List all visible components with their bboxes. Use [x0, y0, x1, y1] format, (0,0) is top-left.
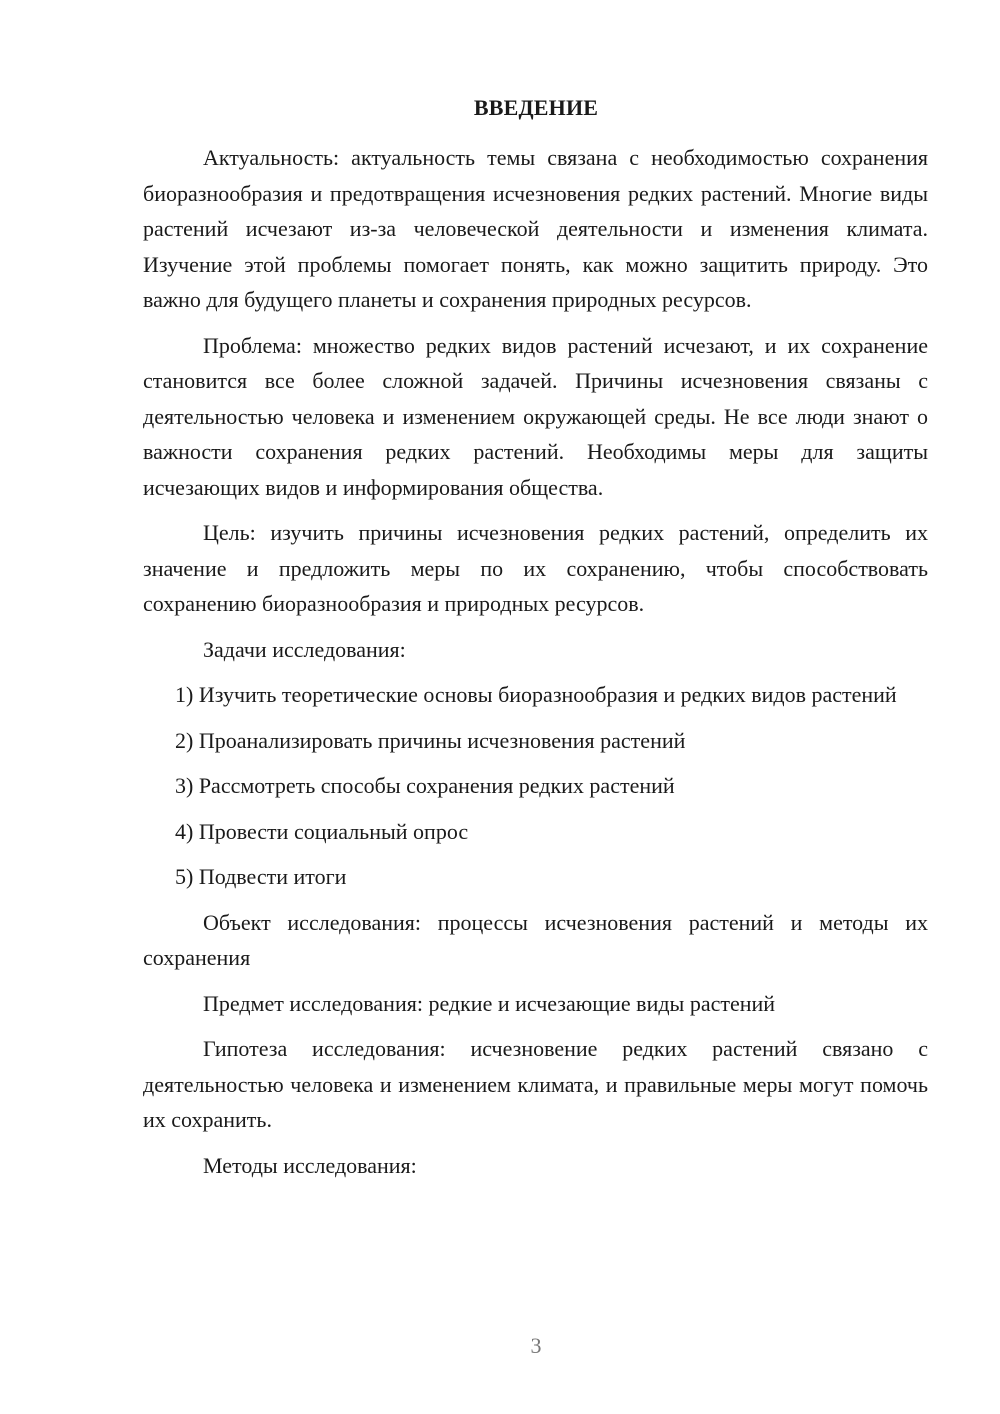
page-title: ВВЕДЕНИЕ	[473, 95, 599, 120]
page-number: 3	[530, 1333, 542, 1358]
task-item-1: 1) Изучить теоретические основы биоразнообразия и редких видов растений	[175, 682, 897, 707]
task-item-4: 4) Провести социальный опрос	[175, 818, 469, 844]
task-item-3: 3) Рассмотреть способы сохранения редких растений	[175, 773, 675, 798]
relevance-paragraph: Актуальность: актуальность темы связана с необходимостью сохранения биоразнообразия и предотвращения исчезновения редких растений. Многие виды растений исчезают из-за человеческой деятельности и изменения климата. Изучение этой проблемы помогает понять, как можно защитить природу. Это важно для будущего планеты и сохранения природных ресурсов.	[143, 145, 928, 312]
task-item-5: 5) Подвести итоги	[175, 864, 347, 889]
problem-paragraph: Проблема: множество редких видов растений исчезают, и их сохранение становится все более сложной задачей. Причины исчезновения связаны с деятельностью человека и изменением окружающей среды. Не все люди знают о важности сохранения редких растений. Необходимы меры для защиты исчезающих видов и информирования общества.	[143, 332, 928, 500]
subject-paragraph: Предмет исследования: редкие и исчезающие виды растений	[203, 990, 776, 1016]
tasks-heading: Задачи исследования:	[203, 636, 406, 662]
goal-paragraph: Цель: изучить причины исчезновения редких растений, определить их значение и предложить меры по их сохранению, чтобы способствовать сохранению биоразнообразия и природных ресурсов.	[143, 520, 928, 616]
task-item-2: 2) Проанализировать причины исчезновения растений	[175, 727, 686, 753]
hypothesis-paragraph: Гипотеза исследования: исчезновение редких растений связано с деятельностью человека и изменением климата, и правильные меры могут помочь их сохранить.	[143, 1036, 928, 1132]
document-body	[143, 140, 928, 1193]
methods-heading: Методы исследования:	[203, 1152, 417, 1178]
object-paragraph: Объект исследования: процессы исчезновения растений и методы их сохранения	[143, 909, 928, 970]
